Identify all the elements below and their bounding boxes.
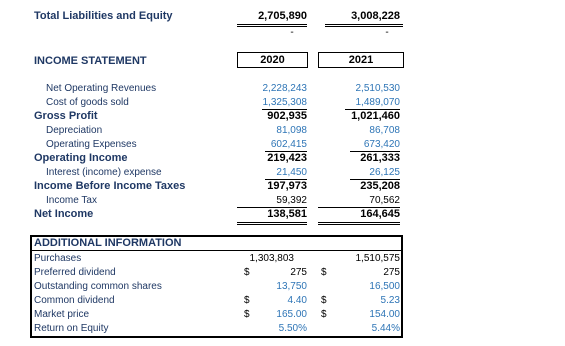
add-value-2020: 275 bbox=[290, 267, 307, 278]
row-label-net-operating-revenues: Net Operating Revenues bbox=[46, 83, 157, 94]
row-value-2020: 219,423 bbox=[267, 152, 307, 164]
row-value-2020: 2,228,243 bbox=[262, 83, 307, 94]
row-label-depreciation: Depreciation bbox=[46, 125, 103, 136]
row-value-2020: 81,098 bbox=[276, 125, 307, 136]
row-value-2021: 1,021,460 bbox=[351, 110, 400, 122]
net-income-double-underline-2021 bbox=[318, 222, 400, 225]
row-value-2021: 1,489,070 bbox=[355, 97, 400, 108]
net-income-double-underline-2020 bbox=[237, 222, 307, 225]
add-label-common-dividend: Common dividend bbox=[34, 295, 115, 306]
row-value-2021: 26,125 bbox=[369, 167, 400, 178]
dollar-sign: $ bbox=[321, 309, 327, 320]
dollar-sign: $ bbox=[321, 267, 327, 278]
add-value-2021: 1,510,575 bbox=[355, 253, 400, 264]
add-value-2021: 275 bbox=[383, 267, 400, 278]
row-value-2021: 70,562 bbox=[369, 195, 400, 206]
row-value-2021: 235,208 bbox=[360, 180, 400, 192]
add-value-2020: 13,750 bbox=[276, 281, 307, 292]
add-label-outstanding-shares: Outstanding common shares bbox=[34, 281, 162, 292]
row-value-2021: 2,510,530 bbox=[355, 83, 400, 94]
year-2020-header bbox=[237, 52, 308, 68]
dollar-sign: $ bbox=[321, 295, 327, 306]
total-liabilities-equity-2020: 2,705,890 bbox=[258, 10, 307, 22]
row-value-2021: 261,333 bbox=[360, 152, 400, 164]
add-value-2021: 5.44% bbox=[371, 323, 400, 334]
row-value-2020: 59,392 bbox=[276, 195, 307, 206]
add-label-preferred-dividend: Preferred dividend bbox=[34, 267, 116, 278]
row-value-2021: 673,420 bbox=[363, 139, 400, 150]
add-label-market-price: Market price bbox=[34, 309, 90, 320]
additional-title-divider bbox=[32, 250, 401, 251]
row-value-2020: 21,450 bbox=[276, 167, 307, 178]
row-label-operating-income: Operating Income bbox=[34, 152, 128, 164]
add-value-2020: 1,303,803 bbox=[249, 253, 294, 264]
dash-2021: - bbox=[385, 27, 389, 38]
add-label-purchases: Purchases bbox=[34, 253, 82, 264]
row-label-gross-profit: Gross Profit bbox=[34, 110, 98, 122]
row-label-interest-expense: Interest (income) expense bbox=[46, 167, 162, 178]
total-liabilities-equity-label: Total Liabilities and Equity bbox=[34, 10, 173, 22]
row-label-income-before-taxes: Income Before Income Taxes bbox=[34, 180, 186, 192]
add-value-2021: 5.23 bbox=[380, 295, 400, 306]
dollar-sign: $ bbox=[244, 309, 250, 320]
dollar-sign: $ bbox=[244, 267, 250, 278]
dollar-sign: $ bbox=[244, 295, 250, 306]
row-label-net-income: Net Income bbox=[34, 208, 94, 220]
year-2021-header bbox=[318, 52, 404, 68]
row-value-2020: 197,973 bbox=[267, 180, 307, 192]
add-label-return-on-equity: Return on Equity bbox=[34, 323, 109, 334]
row-value-2021: 164,645 bbox=[360, 208, 400, 220]
row-value-2020: 1,325,308 bbox=[262, 97, 307, 108]
row-value-2020: 138,581 bbox=[267, 208, 307, 220]
income-statement-title: INCOME STATEMENT bbox=[34, 55, 147, 67]
row-value-2020: 902,935 bbox=[267, 110, 307, 122]
row-label-income-tax: Income Tax bbox=[46, 195, 97, 206]
year-2020-label: 2020 bbox=[260, 54, 285, 66]
row-value-2020: 602,415 bbox=[270, 139, 307, 150]
add-value-2020: 165.00 bbox=[276, 309, 307, 320]
row-label-operating-expenses: Operating Expenses bbox=[46, 139, 137, 150]
additional-information-title: ADDITIONAL INFORMATION bbox=[34, 237, 182, 249]
add-value-2020: 4.40 bbox=[287, 295, 307, 306]
total-liabilities-equity-2021: 3,008,228 bbox=[351, 10, 400, 22]
dash-2020: - bbox=[290, 27, 294, 38]
add-value-2021: 154.00 bbox=[369, 309, 400, 320]
row-label-cost-of-goods-sold: Cost of goods sold bbox=[46, 97, 129, 108]
year-2021-label: 2021 bbox=[348, 54, 374, 66]
row-value-2021: 86,708 bbox=[369, 125, 400, 136]
add-value-2021: 16,500 bbox=[369, 281, 400, 292]
add-value-2020: 5.50% bbox=[278, 323, 307, 334]
